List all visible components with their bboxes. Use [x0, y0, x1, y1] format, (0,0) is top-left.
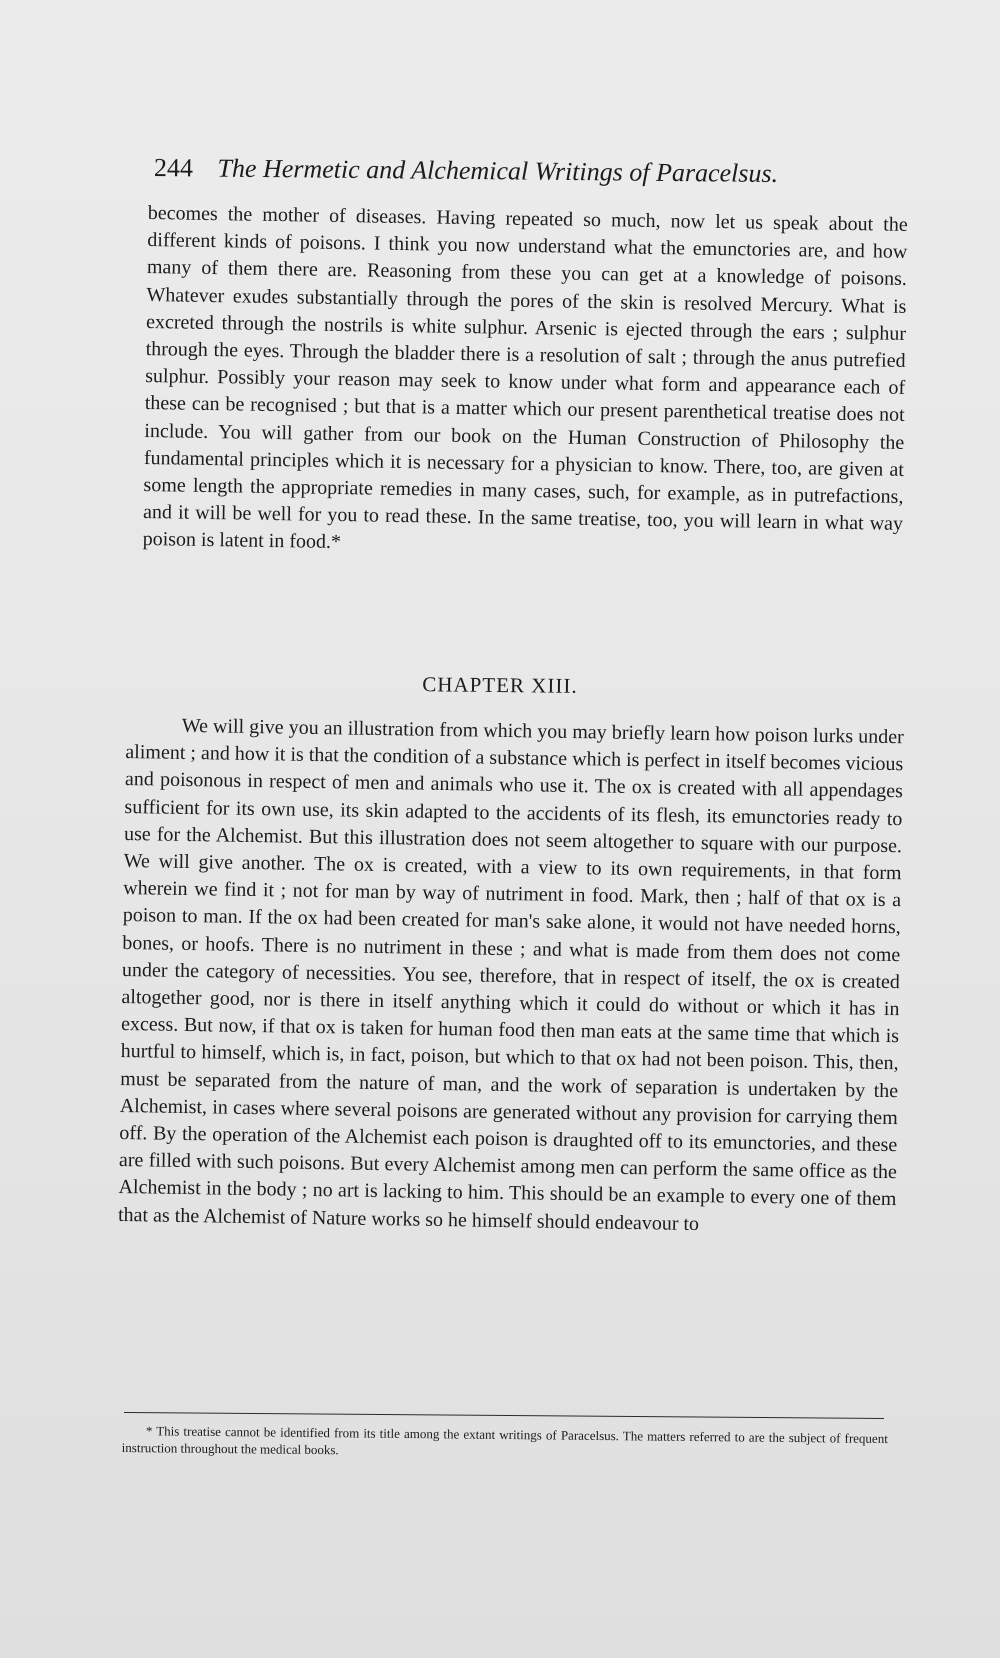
- paragraph-1: becomes the mother of diseases. Having repeated so much, now let us speak about the different kinds of poisons. I think you now understand what the emunctories are, and how many of them there are. Reasoning from these you can get at a knowledge of poisons. Whatever exudes substantially through the pores of the skin is resolved Mercury. What is excreted through the nostrils is white sulphur. Arsenic is ejected through the ears ; sulphur through the eyes. Through the bladder there is a resolution of salt ; through the anus putrefied sulphur. Possibly your reason may seek to know under what form and appearance each of these can be recognised ; but that is a matter which our present parenthetical treatise does not include. You will gather from our book on the Human Construction of Philosophy the fundamental principles which it is necessary for a physician to know. There, too, are given at some length the appropriate remedies in many cases, such, for example, as in putrefactions, and it will be well for you to read these. In the same treatise, too, you will learn in what way poison is latent in food.*: [142, 201, 908, 554]
- body-text-top: [142, 200, 907, 566]
- page-number: 244: [153, 153, 194, 183]
- chapter-heading: CHAPTER XIII.: [422, 672, 578, 698]
- footnote-divider: [124, 1412, 884, 1419]
- running-title: The Hermetic and Alchemical Writings of Paracelsus.: [217, 153, 779, 188]
- footnote: [122, 1422, 888, 1464]
- page-header: [154, 152, 874, 191]
- footnote-text: * This treatise cannot be identified from its title among the extant writings of Paracelsus. The matters referred to are the subject of frequent instruction throughout the medical books.: [121, 1423, 888, 1458]
- paragraph-2: We will give you an illustration from which you may briefly learn how poison lurks under aliment ; and how it is that the condition of a substance which is perfect in itself becomes vicious and poisonous in respect of men and animals who use it. The ox is created with all appendages sufficient for its own use, its skin adapted to the accidents of its flesh, its emunctories ready to use for the Alchemist. But this illustration does not seem altogether to square with our purpose. We will give another. The ox is created, with a view to its own requirements, in that form wherein we find it ; not for man by way of nutriment in food. Mark, then ; half of that ox is a poison to man. If the ox had been created for man's sake alone, it would not have needed horns, bones, or hoofs. There is no nutriment in these ; and what is made from them does not come under the category of necessities. You see, therefore, that in respect of itself, the ox is created altogether good, nor is there in itself anything which it could do without or which it has in excess. But now, if that ox is taken for human food then man eats at the same time that which is hurtful to himself, which is, in fact, poison, but which to that ox had not been poison. This, then, must be separated from the nature of man, and the work of separation is undertaken by the Alchemist, in cases where several poisons are generated without any provision for carrying them off. By the operation of the Alchemist each poison is draughted off to its emunctories, and these are filled with such poisons. But every Alchemist among men can perform the same office as the Alchemist in the body ; no art is lacking to him. This should be an example to every one of them that as the Alchemist of Nature works so he himself should endeavour to: [117, 714, 904, 1235]
- body-text-chapter: [118, 712, 904, 1241]
